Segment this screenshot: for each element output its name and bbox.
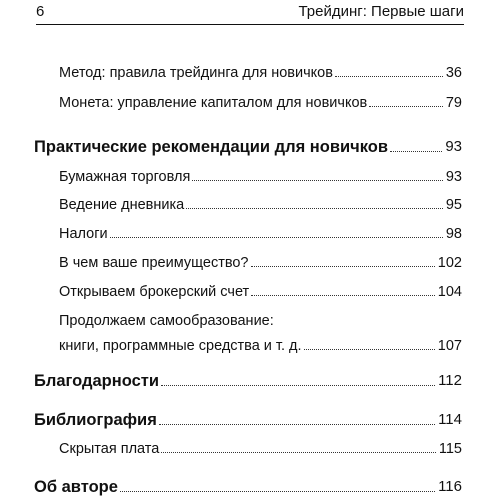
- toc-entry-second-row: [59, 337, 462, 355]
- dot-leader: [251, 265, 435, 267]
- toc-entry: [59, 94, 462, 112]
- dot-leader: [369, 105, 443, 107]
- dot-leader: [251, 294, 435, 296]
- toc-entry-page: 114: [438, 411, 462, 428]
- dot-leader: [335, 75, 443, 77]
- toc-entry-multiline: [59, 312, 462, 355]
- dot-leader: [161, 451, 436, 453]
- toc-entry-title: Бумажная торговля: [59, 169, 191, 185]
- page-number: 6: [36, 3, 45, 20]
- toc-entry-page: 102: [437, 255, 462, 271]
- dot-leader: [186, 207, 443, 209]
- toc-section-title: Благодарности: [34, 372, 159, 390]
- toc-entry-title: Скрытая плата: [59, 441, 160, 457]
- toc-entry: [59, 168, 462, 186]
- toc-section-entry: [34, 137, 462, 157]
- toc-entry: [59, 64, 462, 82]
- toc-entry-page: 36: [445, 65, 462, 81]
- toc-entry: [59, 254, 462, 272]
- dot-leader: [192, 179, 443, 181]
- toc-entry-page: 95: [445, 197, 462, 213]
- toc-entry-title-line2: книги, программные средства и т. д.: [59, 338, 302, 354]
- toc-entry-page: 79: [445, 95, 462, 111]
- toc-entry-page: 112: [438, 372, 462, 389]
- book-title: Трейдинг: Первые шаги: [298, 3, 464, 20]
- dot-leader: [159, 423, 435, 425]
- dot-leader: [304, 348, 435, 350]
- dot-leader: [120, 490, 435, 492]
- toc-section-entry: [34, 477, 462, 497]
- toc-entry: [59, 440, 462, 458]
- toc-entry-title: Открываем брокерский счет: [59, 284, 250, 300]
- toc-entry-title: Монета: управление капиталом для новичков: [59, 95, 368, 111]
- toc-section-entry: [34, 410, 462, 430]
- toc-entry-page: 98: [445, 226, 462, 242]
- dot-leader: [390, 150, 442, 152]
- toc-entry-page: 93: [445, 169, 462, 185]
- toc-entry-page: 116: [438, 478, 462, 495]
- toc-entry-page: 115: [438, 441, 462, 457]
- dot-leader: [161, 384, 435, 386]
- toc-entry: [59, 283, 462, 301]
- toc-entry-title: Метод: правила трейдинга для новичков: [59, 65, 333, 81]
- running-header: [36, 2, 464, 25]
- toc-section-entry: [34, 371, 462, 391]
- toc-section-title: Об авторе: [34, 478, 118, 496]
- toc-entry-page: 104: [437, 284, 462, 300]
- toc-entry-title: В чем ваше преимущество?: [59, 255, 249, 271]
- toc-entry-page: 107: [437, 338, 462, 354]
- toc-entry-page: 93: [445, 138, 462, 155]
- dot-leader: [110, 236, 443, 238]
- toc-section-title: Практические рекомендации для новичков: [34, 138, 388, 156]
- toc-section-title: Библиография: [34, 411, 157, 429]
- toc-entry-title-line1: Продолжаем самообразование:: [59, 313, 274, 329]
- toc-entry-title: Налоги: [59, 226, 108, 242]
- toc-entry: [59, 196, 462, 214]
- toc-entry: [59, 225, 462, 243]
- toc-entry-title: Ведение дневника: [59, 197, 185, 213]
